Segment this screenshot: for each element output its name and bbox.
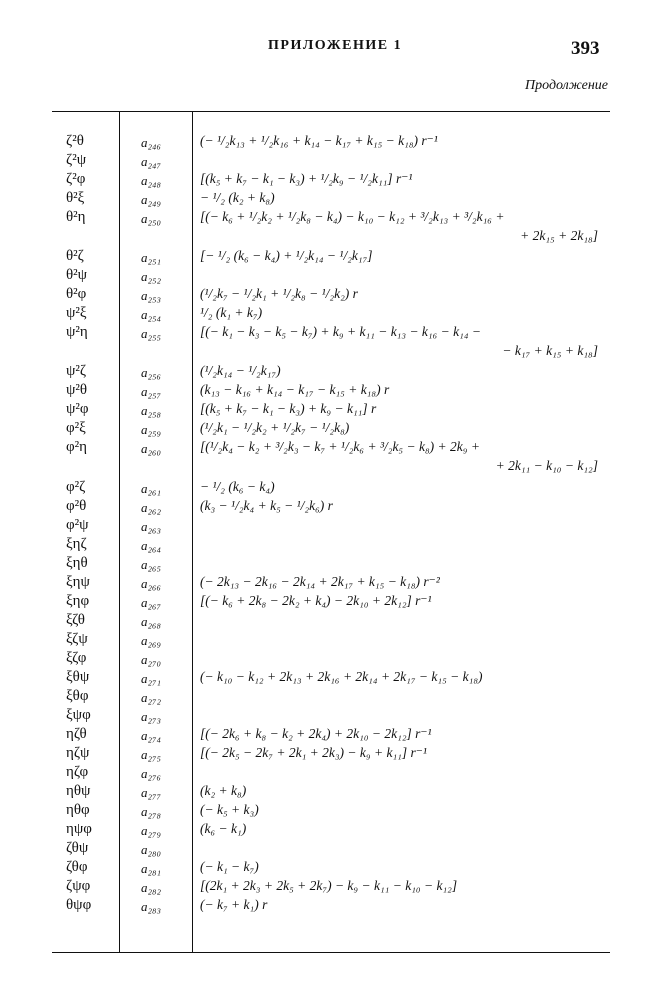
row-symbol: ξθψ: [66, 669, 90, 685]
table-row: [0, 877, 654, 895]
row-coefficient: a₂₇₉: [141, 823, 162, 838]
row-coefficient: a₂₈₀: [141, 842, 162, 857]
table-row: [0, 611, 654, 629]
row-coefficient: a₂₅₄: [141, 307, 162, 322]
row-coefficient: a₂₇₂: [141, 690, 162, 705]
row-coefficient: a₂₄₈: [141, 173, 162, 188]
row-coefficient: a₂₅₂: [141, 269, 162, 284]
row-expression: (− k₁ − k₇): [200, 859, 259, 874]
row-symbol: θψφ: [66, 897, 92, 913]
row-coefficient: a₂₆₂: [141, 500, 162, 515]
row-expression: [(− k₆ + 2k₈ − 2k₂ + k₄) − 2k₁₀ + 2k₁₂] r⁻¹: [200, 593, 432, 608]
row-expression-continuation: + 2k₁₅ + 2k₁₈]: [520, 228, 598, 243]
table-row: [0, 132, 654, 150]
row-expression-continuation: + 2k₁₁ − k₁₀ − k₁₂]: [495, 458, 598, 473]
table-row: [0, 266, 654, 284]
row-coefficient: a₂₇₄: [141, 728, 162, 743]
row-symbol: ξηφ: [66, 593, 90, 609]
row-symbol: ηζφ: [66, 764, 89, 780]
row-symbol: ψ²η: [66, 324, 88, 340]
row-coefficient: a₂₆₅: [141, 557, 162, 572]
table-row: [0, 438, 654, 473]
row-symbol: θ²η: [66, 209, 86, 225]
table-row: [0, 839, 654, 857]
row-coefficient: a₂₅₀: [141, 211, 162, 226]
row-symbol: φ²η: [66, 439, 87, 455]
row-expression: [(k₅ + k₇ − k₁ − k₃) + ¹/₂k₉ − ¹/₂k₁₁] r⁻¹: [200, 171, 413, 186]
row-coefficient: a₂₆₀: [141, 441, 162, 456]
row-symbol: θ²φ: [66, 286, 87, 302]
row-coefficient: a₂₄₉: [141, 192, 162, 207]
row-symbol: ψ²θ: [66, 382, 88, 398]
row-coefficient: a₂₈₃: [141, 899, 162, 914]
row-symbol: ψ²φ: [66, 401, 89, 417]
row-symbol: ξζψ: [66, 631, 88, 647]
row-coefficient: a₂₇₁: [141, 671, 162, 686]
row-coefficient: a₂₇₃: [141, 709, 162, 724]
table-row: [0, 706, 654, 724]
table-row: [0, 535, 654, 553]
row-symbol: ζ²φ: [66, 171, 86, 187]
table-row: [0, 497, 654, 515]
table-row: [0, 573, 654, 591]
row-coefficient: a₂₈₂: [141, 880, 162, 895]
row-coefficient: a₂₅₅: [141, 326, 162, 341]
row-symbol: ζθφ: [66, 859, 88, 875]
row-expression: (¹/₂k₇ − ¹/₂k₁ + ¹/₂k₈ − ¹/₂k₂) r: [200, 286, 358, 301]
row-expression: (k₆ − k₁): [200, 821, 247, 836]
table-row: [0, 151, 654, 169]
table-row: [0, 189, 654, 207]
table-row: [0, 170, 654, 188]
row-expression: [(− k₆ + ¹/₂k₂ + ¹/₂k₈ − k₄) − k₁₀ − k₁₂ + ³/₂k₁₃ + ³/₂k₁₆ +: [200, 209, 505, 224]
row-coefficient: a₂₅₆: [141, 365, 162, 380]
row-symbol: φ²ζ: [66, 479, 86, 495]
row-coefficient: a₂₅₉: [141, 422, 162, 437]
row-symbol: ξζφ: [66, 650, 87, 666]
row-expression: − ¹/₂ (k₂ + k₈): [200, 190, 275, 205]
row-symbol: ηψφ: [66, 821, 92, 837]
table-row: [0, 801, 654, 819]
table-bottom-rule: [52, 952, 610, 953]
row-coefficient: a₂₆₇: [141, 595, 162, 610]
row-expression: [(− k₁ − k₃ − k₅ − k₇) + k₉ + k₁₁ − k₁₃ − k₁₆ − k₁₄ −: [200, 324, 482, 339]
row-expression: [(k₅ + k₇ − k₁ − k₃) + k₉ − k₁₁] r: [200, 401, 377, 416]
row-symbol: ηθφ: [66, 802, 90, 818]
row-symbol: ζ²ψ: [66, 152, 87, 168]
row-symbol: ξηψ: [66, 574, 90, 590]
table-row: [0, 820, 654, 838]
table-row: [0, 381, 654, 399]
row-symbol: φ²ξ: [66, 420, 86, 436]
table-row: [0, 285, 654, 303]
row-coefficient: a₂₅₇: [141, 384, 162, 399]
row-expression: − ¹/₂ (k₆ − k₄): [200, 479, 275, 494]
row-expression: (− k₇ + k₁) r: [200, 897, 268, 912]
table-row: [0, 208, 654, 243]
row-symbol: ξθφ: [66, 688, 89, 704]
row-symbol: ζψφ: [66, 878, 91, 894]
row-coefficient: a₂₆₆: [141, 576, 162, 591]
row-expression: (− k₅ + k₃): [200, 802, 259, 817]
page-number: 393: [571, 38, 600, 59]
row-symbol: ψ²ξ: [66, 305, 87, 321]
table-row: [0, 687, 654, 705]
row-expression: [(2k₁ + 2k₃ + 2k₅ + 2k₇) − k₉ − k₁₁ − k₁₀ − k₁₂]: [200, 878, 458, 893]
table-row: [0, 323, 654, 358]
row-expression: [(¹/₂k₄ − k₂ + ³/₂k₃ − k₇ + ¹/₂k₆ + ³/₂k₅ − k₈) + 2k₉ +: [200, 439, 480, 454]
row-symbol: ψ²ζ: [66, 363, 87, 379]
row-expression-continuation: − k₁₇ + k₁₅ + k₁₈]: [502, 343, 598, 358]
table-row: [0, 247, 654, 265]
table-row: [0, 478, 654, 496]
row-symbol: φ²θ: [66, 498, 87, 514]
row-coefficient: a₂₇₅: [141, 747, 162, 762]
row-symbol: ξζθ: [66, 612, 85, 628]
row-symbol: ζθψ: [66, 840, 89, 856]
table-row: [0, 554, 654, 572]
row-expression: (k₂ + k₈): [200, 783, 247, 798]
row-expression: [(− 2k₆ + k₈ − k₂ + 2k₄) + 2k₁₀ − 2k₁₂] r⁻¹: [200, 726, 432, 741]
table-row: [0, 782, 654, 800]
row-symbol: ηθψ: [66, 783, 91, 799]
table-row: [0, 744, 654, 762]
continuation-label: Продолжение: [525, 78, 608, 93]
row-symbol: ζ²θ: [66, 133, 84, 149]
table-row: [0, 592, 654, 610]
row-coefficient: a₂₇₀: [141, 652, 162, 667]
row-coefficient: a₂₆₈: [141, 614, 162, 629]
table-row: [0, 362, 654, 380]
row-coefficient: a₂₅₁: [141, 250, 162, 265]
row-symbol: θ²ξ: [66, 190, 85, 206]
table-row: [0, 668, 654, 686]
table-top-rule: [52, 111, 610, 112]
row-expression: (k₃ − ¹/₂k₄ + k₅ − ¹/₂k₆) r: [200, 498, 333, 513]
row-coefficient: a₂₄₆: [141, 135, 162, 150]
row-coefficient: a₂₇₆: [141, 766, 162, 781]
row-coefficient: a₂₅₈: [141, 403, 162, 418]
row-symbol: ηζψ: [66, 745, 90, 761]
table-row: [0, 763, 654, 781]
row-symbol: ξηθ: [66, 555, 88, 571]
table-row: [0, 858, 654, 876]
row-expression: ¹/₂ (k₁ + k₇): [200, 305, 263, 320]
table-row: [0, 304, 654, 322]
row-coefficient: a₂₈₁: [141, 861, 162, 876]
row-coefficient: a₂₆₉: [141, 633, 162, 648]
table-row: [0, 725, 654, 743]
row-symbol: ξηζ: [66, 536, 87, 552]
table-row: [0, 630, 654, 648]
row-coefficient: a₂₅₃: [141, 288, 162, 303]
row-coefficient: a₂₆₃: [141, 519, 162, 534]
row-expression: (− ¹/₂k₁₃ + ¹/₂k₁₆ + k₁₄ − k₁₇ + k₁₅ − k₁₈) r⁻¹: [200, 133, 438, 148]
table-row: [0, 649, 654, 667]
row-coefficient: a₂₆₁: [141, 481, 162, 496]
row-symbol: θ²ζ: [66, 248, 84, 264]
table-row: [0, 400, 654, 418]
row-coefficient: a₂₆₄: [141, 538, 162, 553]
row-coefficient: a₂₇₈: [141, 804, 162, 819]
row-expression: (− 2k₁₃ − 2k₁₆ − 2k₁₄ + 2k₁₇ + k₁₅ − k₁₈) r⁻²: [200, 574, 440, 589]
table-row: [0, 516, 654, 534]
table-row: [0, 896, 654, 914]
row-coefficient: a₂₇₇: [141, 785, 162, 800]
table-row: [0, 419, 654, 437]
row-coefficient: a₂₄₇: [141, 154, 162, 169]
row-symbol: θ²ψ: [66, 267, 88, 283]
row-expression: (k₁₃ − k₁₆ + k₁₄ − k₁₇ − k₁₅ + k₁₈) r: [200, 382, 390, 397]
row-expression: (¹/₂k₁ − ¹/₂k₂ + ¹/₂k₇ − ¹/₂k₈): [200, 420, 350, 435]
running-head: ПРИЛОЖЕНИЕ 1: [268, 38, 403, 53]
row-symbol: φ²ψ: [66, 517, 89, 533]
row-expression: (− k₁₀ − k₁₂ + 2k₁₃ + 2k₁₆ + 2k₁₄ + 2k₁₇ − k₁₅ − k₁₈): [200, 669, 483, 684]
row-symbol: ξψφ: [66, 707, 91, 723]
row-expression: [(− 2k₅ − 2k₇ + 2k₁ + 2k₃) − k₉ + k₁₁] r⁻¹: [200, 745, 427, 760]
row-expression: (¹/₂k₁₄ − ¹/₂k₁₇): [200, 363, 281, 378]
row-symbol: ηζθ: [66, 726, 87, 742]
row-expression: [− ¹/₂ (k₆ − k₄) + ¹/₂k₁₄ − ¹/₂k₁₇]: [200, 248, 373, 263]
